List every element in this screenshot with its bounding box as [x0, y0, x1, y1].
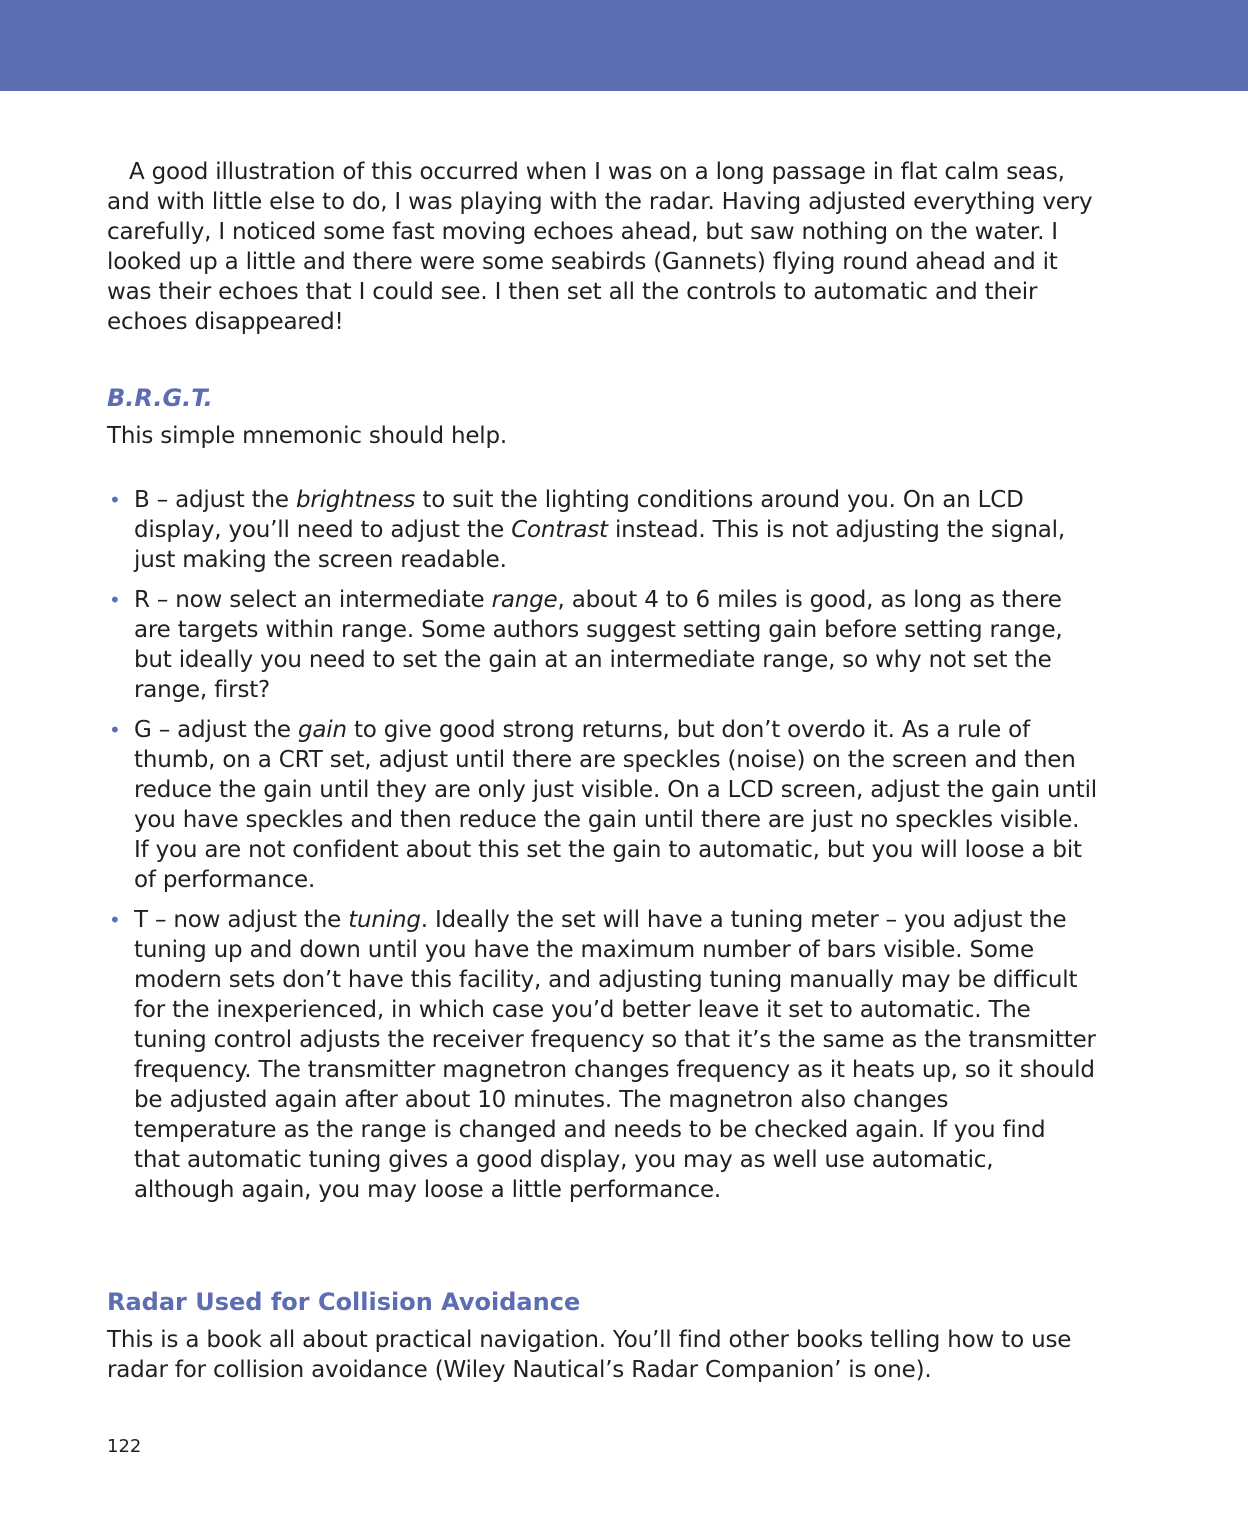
radar-collision-heading: Radar Used for Collision Avoidance [107, 1288, 581, 1316]
brgt-item-b: • B – adjust the brightness to suit the lighting conditions around you. On an LCD display, you’ll need to adjust the Contrast instead. This is not adjusting the signal, just making the screen readable. [109, 487, 1065, 573]
brgt-lead: This simple mnemonic should help. [107, 423, 508, 449]
bullet-icon: • [109, 908, 121, 932]
brgt-heading: B.R.G.T. [107, 384, 213, 412]
brgt-item-g: • G – adjust the gain to give good strong returns, but don’t overdo it. As a rule of thumb, on a CRT set, adjust until there are speckles (noise) on the screen and then reduce the gain until they are only just visible. On a LCD screen, adjust the gain until you have speckles and then reduce the gain until there are just no speckles visible. If you are not confident about this set the gain to automatic, but you will loose a bit of performance. [109, 717, 1097, 893]
brgt-list [107, 485, 1097, 1205]
bullet-icon: • [109, 488, 121, 512]
brgt-item-t: • T – now adjust the tuning. Ideally the set will have a tuning meter – you adjust the tuning up and down until you have the maximum number of bars visible. Some modern sets don’t have this facility, and adjusting tuning manually may be difficult for the inexperienced, in which case you’d better leave it set to automatic. The tuning control adjusts the receiver frequency so that it’s the same as the transmitter frequency. The transmitter magnetron changes frequency as it heats up, so it should be adjusted again after about 10 minutes. The magnetron also changes temperature as the range is changed and needs to be checked again. If you find that automatic tuning gives a good display, you may as well use automatic, although again, you may loose a little performance. [109, 907, 1096, 1203]
header-color-band [0, 0, 1248, 91]
bullet-icon: • [109, 588, 121, 612]
bullet-icon: • [109, 718, 121, 742]
intro-paragraph: A good illustration of this occurred when I was on a long passage in flat calm seas, and with little else to do, I was playing with the radar. Having adjusted everything very carefully, I noticed some fast moving echoes ahead, but saw nothing on the water. I looked up a little and there were some seabirds (Gannets) flying round ahead and it was their echoes that I could see. I then set all the controls to automatic and their echoes disappeared! [107, 159, 1093, 335]
page-content [107, 157, 1097, 1385]
brgt-item-r: • R – now select an intermediate range, about 4 to 6 miles is good, as long as there are targets within range. Some authors suggest setting gain before setting range, but ideally you need to set the gain at an intermediate range, so why not set the range, first? [109, 587, 1063, 703]
page-number: 122 [107, 1436, 142, 1457]
radar-collision-paragraph: This is a book all about practical navigation. You’ll find other books telling how to use radar for collision avoidance (Wiley Nautical’s Radar Companion’ is one). [107, 1327, 1072, 1383]
